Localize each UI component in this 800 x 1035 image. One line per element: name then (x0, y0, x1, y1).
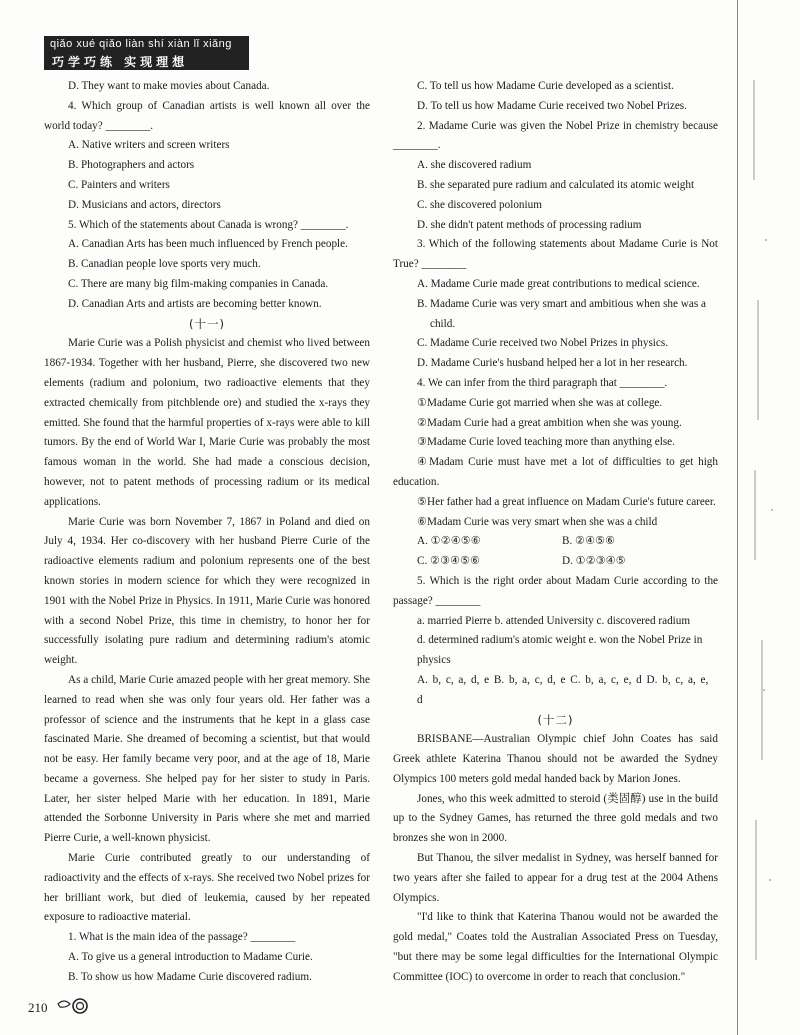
left-column (44, 77, 370, 988)
question-4-stem: 4. We can infer from the third paragraph that ________. (417, 376, 668, 389)
event-list: d. determined radium's atomic weight e. won the Nobel Prize in physics (417, 634, 703, 667)
option-line: D. she didn't patent methods of processing radium (417, 218, 642, 231)
passage-paragraph: As a child, Marie Curie amazed people with her great memory. She learned to read when she was only four years old. Her father was a professor of science and the instruments that he kept in a glass case fascinated Marie. She dreamed of becoming a scientist, but that would not be easy. Her family became very poor, and at the age of 18, Marie became a governess. She helped pay for her sister to study in Paris. Later, her sister helped Marie with her education. In 1891, Marie attended the Sorbonne University in Paris where she met and married Pierre Curie, a well-known physicist. (44, 673, 370, 845)
option-line: B. To show us how Madame Curie discovered radium. (68, 970, 312, 983)
choice-row (393, 532, 718, 552)
option-line: D. They want to make movies about Canada. (68, 80, 270, 92)
option-line: A. she discovered radium (417, 159, 532, 172)
option-line: A. Madame Curie made great contributions to medical science. (417, 277, 700, 290)
right-column (393, 77, 718, 988)
section-title-12: (十二) (537, 712, 574, 727)
statement-line: ②Madam Curie had a great ambition when she was young. (417, 416, 682, 429)
option-line: A. Native writers and screen writers (68, 139, 230, 152)
header-title: 巧学巧练 实现理想 (52, 55, 189, 69)
option-line: D. To tell us how Madame Curie received two Nobel Prizes. (417, 99, 687, 112)
statement-line: ①Madame Curie got married when she was at college. (417, 396, 663, 409)
passage-paragraph: BRISBANE—Australian Olympic chief John Coates has said Greek athlete Katerina Thanou should not be awarded the Sydney Olympics 100 meters gold medal handed back by Marion Jones. (393, 733, 718, 785)
passage-paragraph: But Thanou, the silver medalist in Sydney, was herself banned for two years after she failed to appear for a drug test at the 2004 Athens Olympics. (393, 852, 718, 904)
scan-edge-marks (752, 0, 792, 1035)
binding-edge-line (737, 0, 738, 1035)
option-line: C. Madame Curie received two Nobel Prizes in physics. (417, 337, 669, 350)
event-list: a. married Pierre b. attended University c. discovered radium (417, 614, 691, 627)
book-series-header (44, 36, 249, 70)
statement-line: ④Madam Curie must have met a lot of difficulties to get high education. (393, 456, 718, 488)
question-3-stem: 3. Which of the following statements about Madame Curie is Not True? ________ (393, 238, 718, 271)
option-line: D. Madame Curie's husband helped her a lot in her research. (417, 357, 688, 370)
question-5-stem: 5. Which is the right order about Madam Curie according to the passage? ________ (393, 574, 718, 607)
option-line: C. To tell us how Madame Curie developed as a scientist. (417, 80, 674, 92)
option-line: D. Musicians and actors, directors (68, 198, 221, 211)
option-line: B. Madame Curie was very smart and ambitious when she was a child. (417, 297, 706, 330)
passage-paragraph: Jones, who this week admitted to steroid (类固醇) use in the build up to the Sydney Games, has returned the three gold medals and two bronzes she won in 2000. (393, 792, 718, 845)
choice-a: A. ①②④⑤⑥ (417, 535, 481, 548)
order-choices: A. b, c, a, d, e B. b, a, c, d, e C. b, a, c, e, d D. b, c, a, e, d (417, 673, 709, 706)
question-1-stem: 1. What is the main idea of the passage? ________ (68, 931, 296, 944)
page-ornament-icon (56, 994, 90, 1016)
choice-c: C. ②③④⑤⑥ (417, 555, 481, 568)
option-line: B. she separated pure radium and calculated its atomic weight (417, 178, 695, 191)
option-line: C. There are many big film-making companies in Canada. (68, 277, 329, 290)
passage-paragraph: "I'd like to think that Katerina Thanou would not be awarded the gold medal," Coates told the Australian Associated Press on Tuesday, "but there may be some legal difficulties for the International Olympic Committee (IOC) to overcome in order to reach that conclusion." (393, 911, 718, 983)
header-pinyin: qiǎo xué qiǎo liàn shí xiàn lǐ xiǎng (50, 38, 232, 50)
choice-row (393, 552, 718, 572)
passage-paragraph: Marie Curie was a Polish physicist and chemist who lived between 1867-1934. Together with her husband, Pierre, she discovered two new elements (radium and polonium, two radioactive elements that they extracted chemically from pitchblende ore) and studied the x-rays they emitted. She found that the harmful properties of x-rays were able to kill tumors. By the end of World War I, Marie Curie was probably the most famous woman in the world. She had made a conscious decision, however, not to patent methods of processing radium or its medical applications. (44, 337, 370, 508)
question-5-stem: 5. Which of the statements about Canada is wrong? ________. (68, 218, 349, 231)
choice-d: D. ①②③④⑤ (562, 555, 626, 568)
option-line: C. Painters and writers (68, 178, 170, 191)
page-number: 210 (28, 1000, 48, 1015)
option-line: C. she discovered polonium (417, 198, 542, 211)
option-line: A. Canadian Arts has been much influenced by French people. (68, 238, 348, 251)
question-4-stem: 4. Which group of Canadian artists is well known all over the world today? ________. (44, 99, 370, 132)
section-title-11: (十一) (189, 316, 225, 331)
passage-paragraph: Marie Curie contributed greatly to our understanding of radioactivity and the effects of x-rays. She received two Nobel prizes for her brilliant work, but died of leukemia, caused by her repeated exposure to radioactive material. (44, 852, 370, 924)
option-line: B. Canadian people love sports very much. (68, 258, 261, 271)
option-line: B. Photographers and actors (68, 159, 195, 172)
statement-line: ⑥Madam Curie was very smart when she was a child (417, 515, 658, 528)
choice-b: B. ②④⑤⑥ (562, 535, 616, 548)
passage-paragraph: Marie Curie was born November 7, 1867 in Poland and died on July 4, 1934. Her co-discovery with her husband Pierre Curie of the radioactive elements radium and polonium represents one of the best known stories in modern science for which they were recognized in 1901 with the Nobel Prize in Physics. In 1911, Marie Curie was honored with a second Nobel Prize, this time in chemistry, to honor her for successfully isolating pure radium and determining radium's atomic weight. (44, 515, 370, 667)
statement-line: ⑤Her father had a great influence on Madam Curie's future career. (417, 495, 716, 508)
option-line: A. To give us a general introduction to Madame Curie. (68, 951, 313, 964)
statement-line: ③Madame Curie loved teaching more than anything else. (417, 436, 675, 449)
question-2-stem: 2. Madame Curie was given the Nobel Prize in chemistry because ________. (393, 119, 718, 152)
option-line: D. Canadian Arts and artists are becoming better known. (68, 297, 322, 310)
